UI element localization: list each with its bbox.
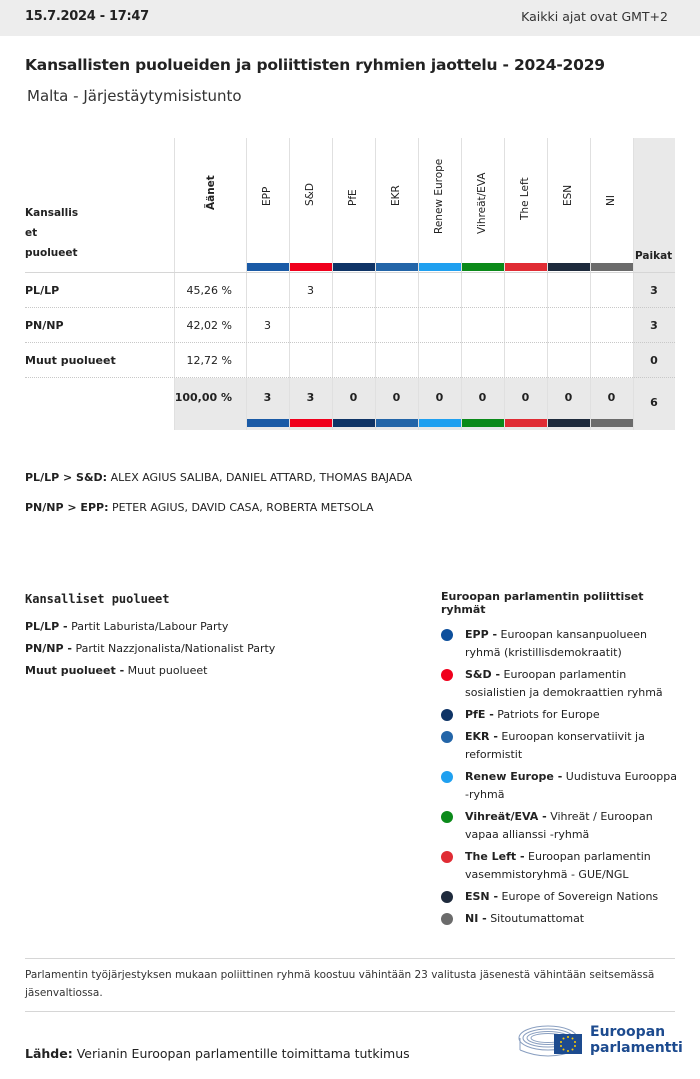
group-column-header: The Left bbox=[519, 177, 531, 220]
group-color-bar bbox=[591, 419, 633, 427]
total-seat-cell: 0 bbox=[564, 391, 573, 404]
political-groups-title: Euroopan parlamentin poliittiset ryhmät bbox=[441, 590, 644, 616]
seat-assignment-pnnp: PN/NP > EPP: PETER AGIUS, DAVID CASA, ROBERTA METSOLA bbox=[25, 501, 374, 514]
seat-assignment-lplp: PL/LP > S&D: ALEX AGIUS SALIBA, DANIEL ATTARD, THOMAS BAJADA bbox=[25, 471, 413, 484]
political-group-item: S&D - Euroopan parlamentin sosialistien ja demokraattien ryhmä bbox=[441, 666, 681, 702]
group-column-header: Vihreät/EVA bbox=[476, 172, 488, 234]
source-note: Lähde: Verianin Euroopan parlamentille toimittama tutkimus bbox=[25, 1046, 410, 1061]
group-color-bar bbox=[548, 263, 590, 271]
column-divider bbox=[547, 138, 548, 430]
party-votes: 42,02 % bbox=[186, 319, 232, 332]
group-color-bar bbox=[505, 263, 547, 271]
total-seats: 6 bbox=[650, 396, 658, 409]
column-divider bbox=[590, 138, 591, 430]
national-party-item: PL/LP - Partit Laburista/Labour Party bbox=[25, 620, 229, 633]
group-color-dot bbox=[441, 629, 453, 641]
group-color-dot bbox=[441, 669, 453, 681]
page-subtitle: Malta - Järjestäytymisistunto bbox=[27, 87, 242, 105]
seat-cell: 3 bbox=[307, 284, 314, 297]
party-votes: 45,26 % bbox=[186, 284, 232, 297]
logo-text-line1: Euroopan bbox=[590, 1024, 666, 1040]
header-divider bbox=[25, 272, 675, 273]
party-seats: 3 bbox=[650, 319, 658, 332]
group-color-dot bbox=[441, 891, 453, 903]
national-parties-title: Kansalliset puolueet bbox=[25, 592, 170, 606]
group-color-dot bbox=[441, 811, 453, 823]
political-group-item: PfE - Patriots for Europe bbox=[441, 706, 681, 724]
group-color-bar bbox=[333, 263, 375, 271]
group-color-bar bbox=[419, 419, 461, 427]
party-row-label: PN/NP bbox=[25, 319, 64, 332]
group-color-dot bbox=[441, 771, 453, 783]
group-color-bar bbox=[376, 263, 418, 271]
seats-column-header: Paikat bbox=[635, 250, 673, 262]
timestamp: 15.7.2024 - 17:47 bbox=[25, 9, 149, 24]
group-column-header: Renew Europe bbox=[433, 158, 445, 234]
total-seat-cell: 3 bbox=[306, 391, 315, 404]
party-row-label: PL/LP bbox=[25, 284, 60, 297]
group-color-bar bbox=[462, 263, 504, 271]
column-divider bbox=[375, 138, 376, 430]
group-column-header: S&D bbox=[304, 183, 316, 206]
divider bbox=[25, 958, 675, 959]
total-seat-cell: 0 bbox=[521, 391, 530, 404]
top-bar bbox=[0, 0, 700, 36]
page-title: Kansallisten puolueiden ja poliittisten ryhmien jaottelu - 2024-2029 bbox=[25, 56, 605, 74]
results-table bbox=[25, 138, 675, 430]
footnote: Parlamentin työjärjestyksen mukaan poliittinen ryhmä koostuu vähintään 23 valitusta jäsenestä vähintään seitsemässä jäsenvaltiossa. bbox=[25, 969, 655, 999]
group-column-header: ESN bbox=[562, 184, 574, 206]
group-color-bar bbox=[505, 419, 547, 427]
column-divider bbox=[332, 138, 333, 430]
group-color-dot bbox=[441, 731, 453, 743]
group-color-bar bbox=[548, 419, 590, 427]
political-group-item: EKR - Euroopan konservatiivit ja reformistit bbox=[441, 728, 681, 764]
group-column-header: NI bbox=[605, 195, 617, 206]
national-party-item: Muut puolueet - Muut puolueet bbox=[25, 664, 208, 677]
column-divider bbox=[461, 138, 462, 430]
political-group-item: ESN - Europe of Sovereign Nations bbox=[441, 888, 681, 906]
group-color-dot bbox=[441, 851, 453, 863]
party-seats: 3 bbox=[650, 284, 658, 297]
group-color-bar bbox=[376, 419, 418, 427]
parliament-building-icon bbox=[518, 1020, 586, 1060]
group-column-header: EPP bbox=[261, 186, 273, 206]
divider bbox=[25, 1011, 675, 1012]
group-color-bar bbox=[290, 263, 332, 271]
party-column-header: Kansallis et puolueet bbox=[25, 207, 79, 259]
votes-column-header: Äänet bbox=[205, 175, 217, 210]
group-column-header: EKR bbox=[390, 185, 402, 206]
group-color-bar bbox=[419, 263, 461, 271]
total-seat-cell: 0 bbox=[392, 391, 401, 404]
timezone-note: Kaikki ajat ovat GMT+2 bbox=[521, 9, 668, 24]
national-parties-legend bbox=[25, 592, 405, 682]
row-divider bbox=[25, 342, 675, 343]
total-seat-cell: 0 bbox=[478, 391, 487, 404]
group-color-bar bbox=[290, 419, 332, 427]
political-groups-legend bbox=[441, 590, 681, 932]
group-color-dot bbox=[441, 913, 453, 925]
column-divider bbox=[246, 138, 247, 430]
total-seat-cell: 3 bbox=[263, 391, 272, 404]
national-party-item: PN/NP - Partit Nazzjonalista/Nationalist Party bbox=[25, 642, 276, 655]
group-color-bar bbox=[247, 263, 289, 271]
total-seat-cell: 0 bbox=[607, 391, 616, 404]
row-divider bbox=[25, 307, 675, 308]
total-votes: 100,00 % bbox=[174, 391, 232, 404]
logo-text-line2: parlamentti bbox=[590, 1040, 683, 1056]
column-divider bbox=[504, 138, 505, 430]
group-column-header: PfE bbox=[347, 189, 359, 206]
group-color-bar bbox=[247, 419, 289, 427]
group-color-bar bbox=[591, 263, 633, 271]
total-seat-cell: 0 bbox=[349, 391, 358, 404]
party-votes: 12,72 % bbox=[186, 354, 232, 367]
seat-cell: 3 bbox=[264, 319, 271, 332]
european-parliament-logo bbox=[518, 1020, 683, 1062]
column-divider bbox=[418, 138, 419, 430]
total-seat-cell: 0 bbox=[435, 391, 444, 404]
group-color-dot bbox=[441, 709, 453, 721]
group-color-bar bbox=[333, 419, 375, 427]
political-group-item: The Left - Euroopan parlamentin vasemmistoryhmä - GUE/NGL bbox=[441, 848, 681, 884]
party-seats: 0 bbox=[650, 354, 658, 367]
row-divider bbox=[25, 377, 675, 378]
political-group-item: Renew Europe - Uudistuva Eurooppa -ryhmä bbox=[441, 768, 681, 804]
political-group-item: NI - Sitoutumattomat bbox=[441, 910, 681, 928]
group-color-bar bbox=[462, 419, 504, 427]
party-row-label: Muut puolueet bbox=[25, 354, 116, 367]
political-group-item: EPP - Euroopan kansanpuolueen ryhmä (kristillisdemokraatit) bbox=[441, 626, 681, 662]
political-group-item: Vihreät/EVA - Vihreät / Euroopan vapaa allianssi -ryhmä bbox=[441, 808, 681, 844]
